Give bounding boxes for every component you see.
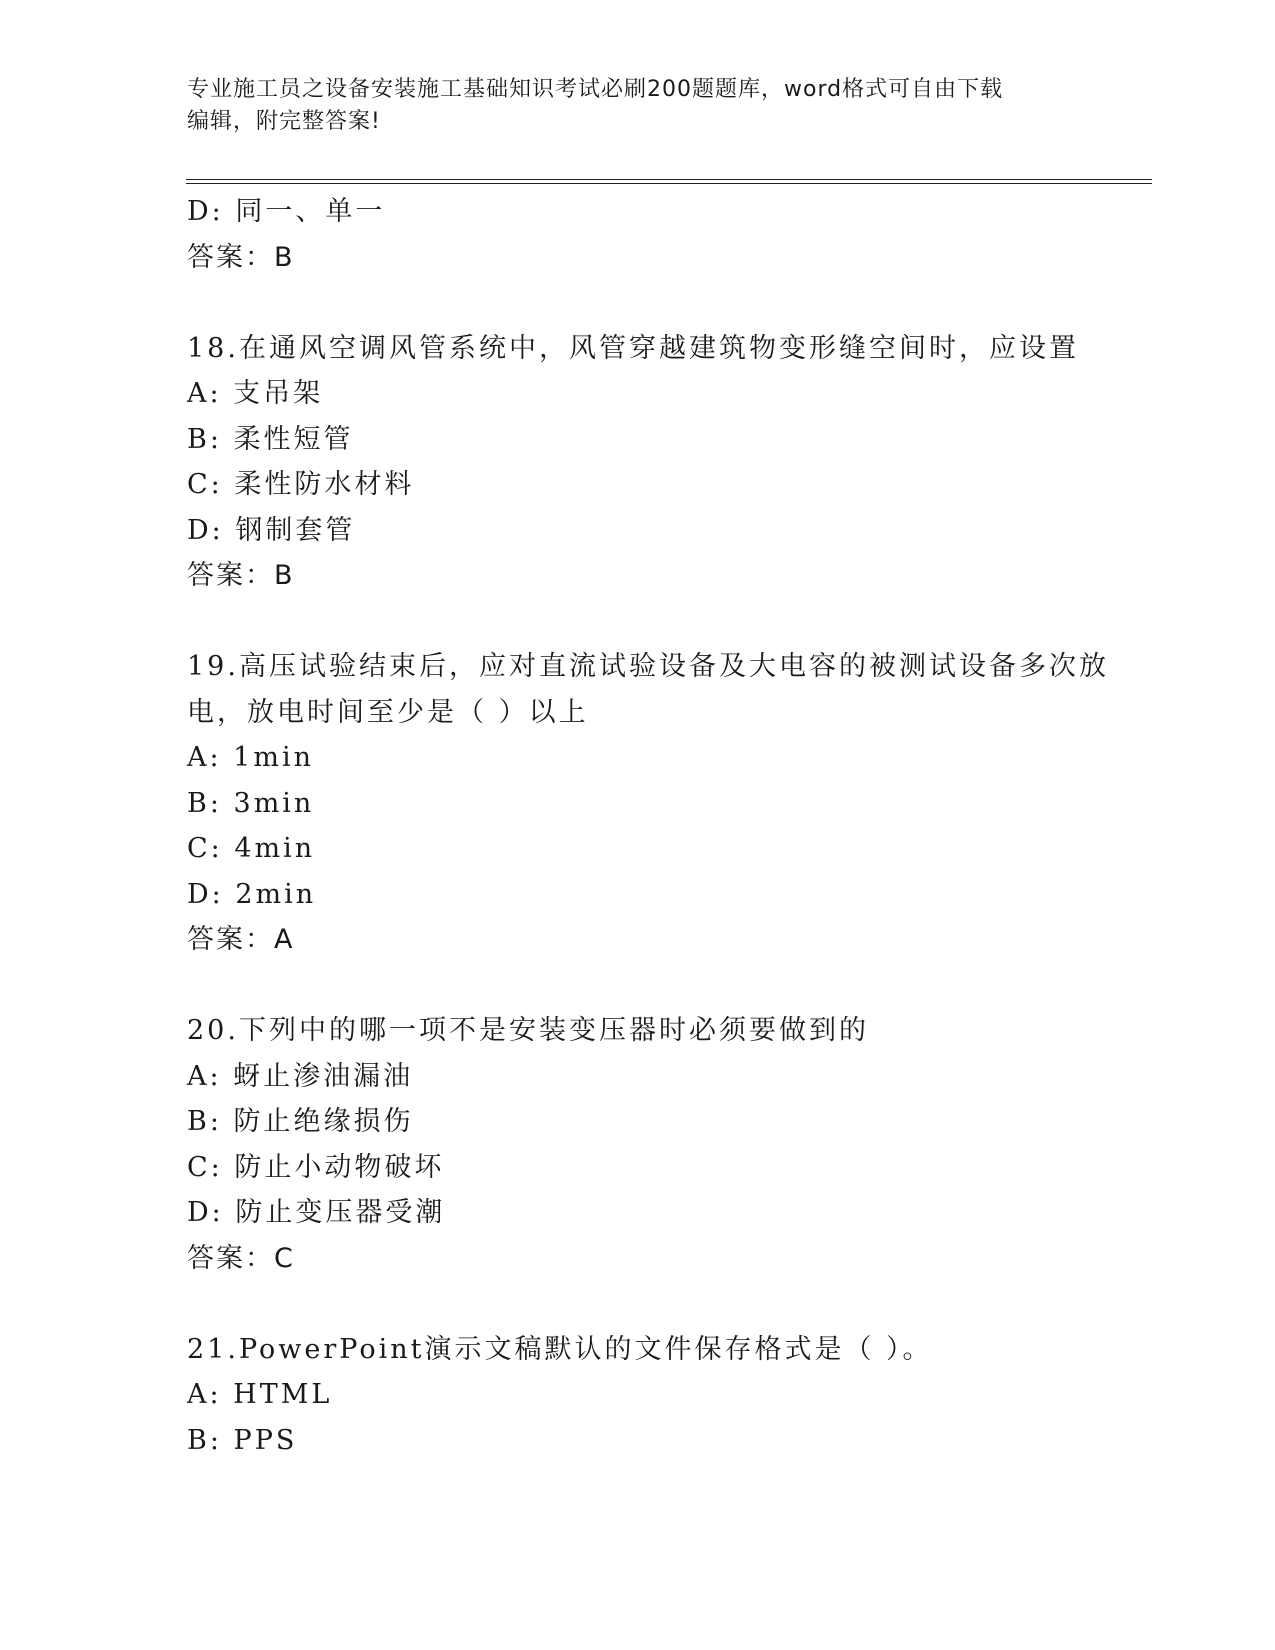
option-d: D: 防止变压器受潮 [187, 1197, 446, 1228]
header-divider-bottom [186, 183, 1152, 184]
option-d: D: 2min [187, 878, 317, 910]
answer: 答案：C [187, 1242, 295, 1274]
question-text: 19.高压试验结束后，应对直流试验设备及大电容的被测试设备多次放 [187, 651, 1109, 682]
prev-option-d: D: 同一、单一 [187, 196, 386, 227]
spacer [187, 280, 1087, 326]
option-c: C: 柔性防水材料 [187, 469, 415, 500]
answer: 答案：B [187, 560, 295, 591]
answer: 答案：A [187, 924, 295, 955]
option-c: C: 防止小动物破坏 [187, 1151, 445, 1183]
option-b: B: 3min [187, 787, 315, 819]
spacer [187, 599, 1087, 645]
header-divider-top [186, 179, 1152, 180]
prev-answer: 答案：B [187, 241, 295, 273]
question-19 [187, 644, 1109, 963]
question-20 [187, 1008, 1087, 1281]
question-list [187, 189, 1109, 1463]
document-header [187, 74, 1067, 138]
header-title-line-2: 编辑，附完整答案! [187, 109, 381, 134]
spacer [187, 963, 1087, 1009]
header-title-line-1: 专业施工员之设备安装施工基础知识考试必刷200题题库，word格式可自由下载 [187, 77, 1004, 102]
question-21 [187, 1327, 1087, 1464]
question-text-continued: 电，放电时间至少是（ ）以上 [187, 696, 589, 728]
option-b: B: 防止绝缘损伤 [187, 1106, 414, 1137]
question-text: 18.在通风空调风管系统中，风管穿越建筑物变形缝空间时，应设置 [187, 332, 1079, 364]
question-18 [187, 326, 1087, 599]
option-d: D: 钢制套管 [187, 514, 356, 546]
option-a: A: 1min [187, 742, 314, 773]
option-c: C: 4min [187, 833, 316, 864]
option-a: A: 支吊架 [187, 378, 324, 409]
question-text: 20.下列中的哪一项不是安装变压器时必须要做到的 [187, 1015, 869, 1046]
option-a: A: HTML [187, 1379, 333, 1410]
option-a: A: 蚜止渗油漏油 [187, 1060, 414, 1092]
spacer [187, 1281, 1087, 1327]
option-b: B: PPS [187, 1424, 298, 1456]
option-b: B: 柔性短管 [187, 423, 354, 455]
question-text: 21.PowerPoint演示文稿默认的文件保存格式是（ ）。 [187, 1333, 933, 1365]
